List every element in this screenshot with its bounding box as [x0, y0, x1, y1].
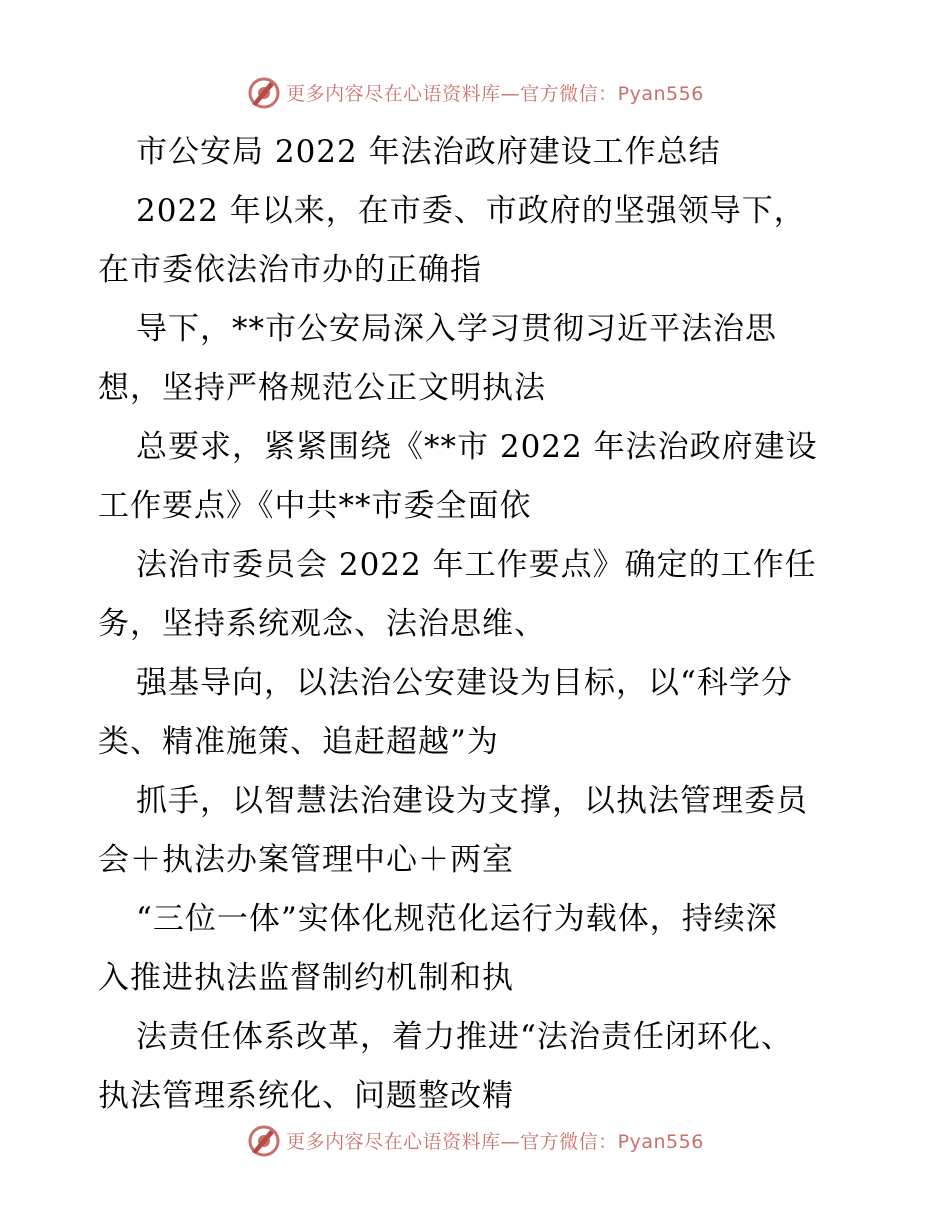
text-line: 强基导向，以法治公安建设为目标，以“科学分 [136, 665, 793, 701]
watermark-text: 更多内容尽在心语资料库—官方微信：Pyan556 [286, 1130, 704, 1153]
text-line: 想，坚持严格规范公正文明执法 [98, 370, 546, 406]
text-line: 在市委依法治市办的正确指 [98, 252, 482, 288]
pen-circle-logo-icon [246, 74, 282, 110]
header-watermark [0, 70, 950, 114]
document-body [98, 123, 858, 1126]
text-line: “三位一体”实体化规范化运行为载体，持续深 [136, 901, 778, 937]
text-line: 抓手，以智慧法治建设为支撑，以执法管理委员 [136, 783, 808, 819]
text-line: 会＋执法办案管理中心＋两室 [98, 842, 514, 878]
text-line: 导下，**市公安局深入学习贯彻习近平法治思 [136, 311, 777, 347]
text-line: 2022 年以来，在市委、市政府的坚强领导下， [136, 193, 806, 229]
text-line: 市公安局 2022 年法治政府建设工作总结 [136, 134, 721, 170]
text-line: 执法管理系统化、问题整改精 [98, 1078, 514, 1114]
watermark-text: 更多内容尽在心语资料库—官方微信：Pyan556 [286, 82, 704, 105]
text-line: 入推进执法监督制约机制和执 [98, 960, 514, 996]
text-line: 务，坚持系统观念、法治思维、 [98, 606, 546, 642]
text-line: 类、精准施策、追赶超越”为 [98, 724, 499, 760]
text-line: 法治市委员会 2022 年工作要点》确定的工作任 [136, 547, 817, 583]
text-line: 工作要点》《中共**市委全面依 [98, 488, 532, 524]
text-line: 法责任体系改革，着力推进“法治责任闭环化、 [136, 1019, 793, 1055]
footer-watermark [0, 1118, 950, 1162]
text-line: 总要求，紧紧围绕《**市 2022 年法治政府建设 [136, 429, 818, 465]
pen-circle-logo-icon [246, 1122, 282, 1158]
